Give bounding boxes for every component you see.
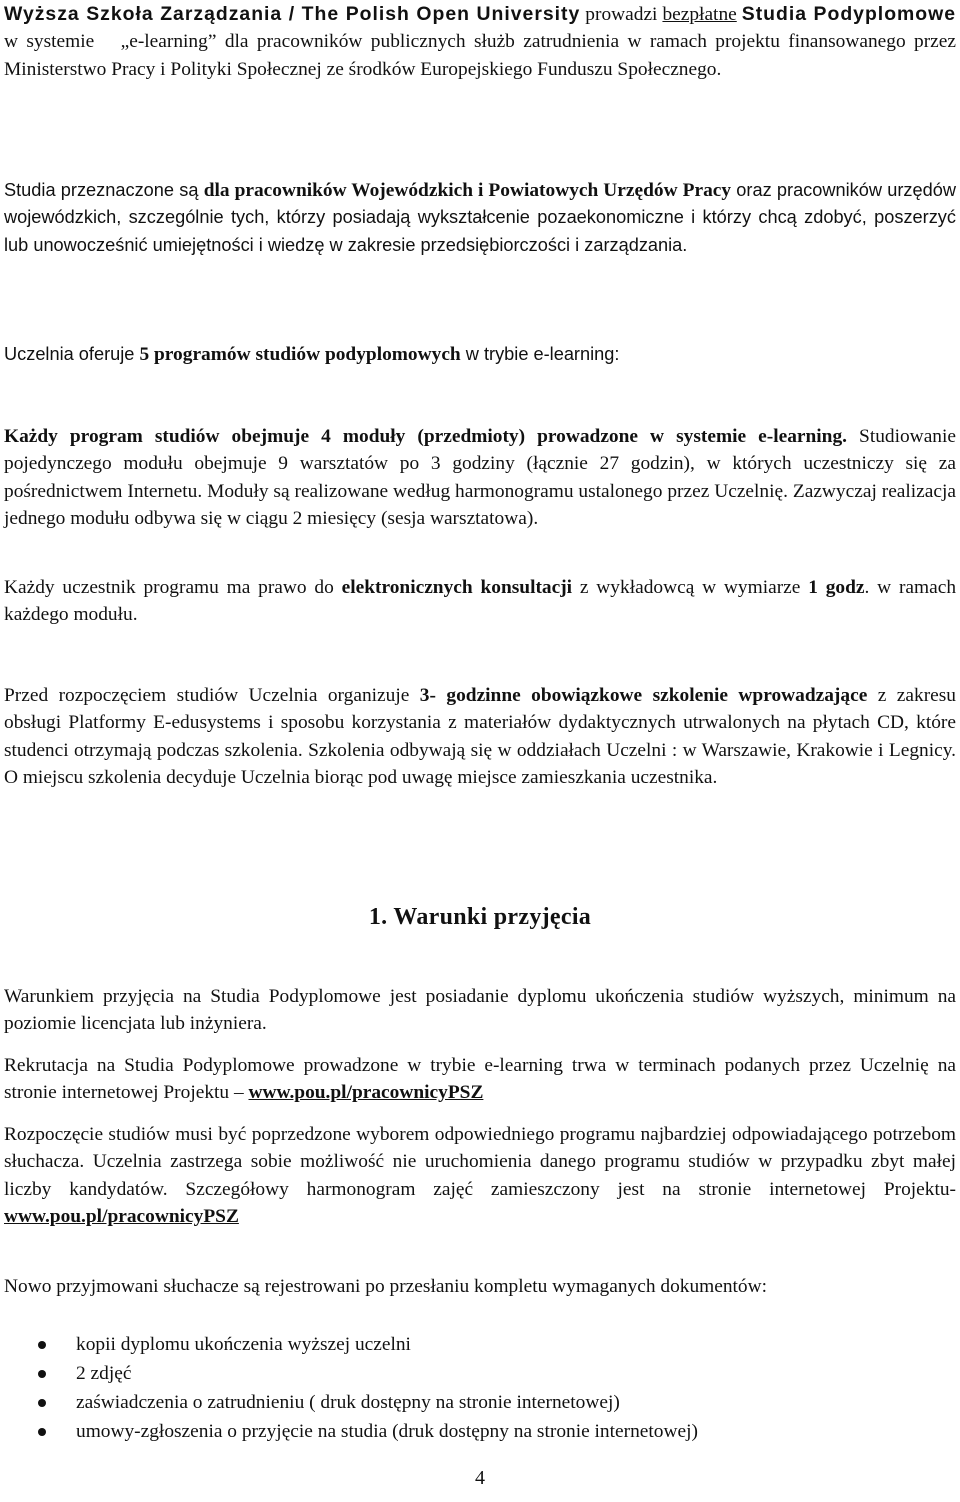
text-span: Studiowanie pojedynczego modułu obejmuje 9 warsztatów po 3 godziny (łącznie 27 godzin), w których uczestniczy się za pośrednictwem Internetu. Moduły są realizowane według harmonogramu ustalonego przez Uczelnię. Zazwyczaj realizacja jednego modułu odbywa się w ciągu 2 miesięcy (sesja warsztatowa). <box>4 426 956 529</box>
section-paragraph-3 <box>4 1121 956 1230</box>
list-item-text: zaświadczenia o zatrudnieniu ( druk dostępny na stronie internetowej) <box>76 1392 620 1413</box>
text-span: w systemie <box>4 31 103 53</box>
list-item <box>4 1388 956 1417</box>
university-name: Wyższa Szkoła Zarządzania / The Polish Open University <box>4 3 581 25</box>
list-item-text: kopii dyplomu ukończenia wyższej uczelni <box>76 1334 411 1355</box>
text-span: prowadzi <box>580 4 663 25</box>
modules-statement: Każdy program studiów obejmuje 4 moduły (przedmioty) prowadzone w systemie e-learning. <box>4 426 847 447</box>
text-span: dla pracowników publicznych służb zatrudnienia w ramach projektu finansowanego przez Ministerstwo Pracy i Polityki Społecznej ze środków Europejskiego Funduszu Społecznego. <box>4 31 957 80</box>
bullet-icon <box>38 1399 46 1407</box>
list-item <box>4 1359 956 1388</box>
section-heading: 1. Warunki przyjęcia <box>368 904 592 930</box>
program-paragraph-2 <box>4 574 956 629</box>
page-number: 4 <box>475 1467 485 1489</box>
text-span: w trybie e-learning: <box>460 344 620 364</box>
bullet-icon <box>38 1428 46 1436</box>
text-span: . w ramach każdego modułu. <box>4 577 957 626</box>
required-documents-list <box>4 1330 956 1446</box>
program-paragraph-1 <box>4 423 956 532</box>
text-span: Rozpoczęcie studiów musi być poprzedzone wyborem odpowiedniego programu najbardziej odpowiadającego potrzebom słuchacza. Uczelnia zastrzega sobie możliwość nie uruchomienia danego programu studiów w przypadku zbyt małej liczby kandydatów. Szczegółowy harmonogram zajęć zamieszczony jest na stronie internetowej Projektu- <box>4 1124 956 1200</box>
consultations-label: elektronicznych konsultacji <box>341 577 573 598</box>
text-span: Uczelnia oferuje <box>4 344 140 364</box>
intro-paragraph-3 <box>4 341 956 368</box>
text-span: z wykładowcą w wymiarze <box>572 577 809 598</box>
list-item <box>4 1330 956 1359</box>
text-span: „e-learning” <box>120 31 217 53</box>
programs-count: 5 programów studiów podyplomowych <box>139 344 461 365</box>
section-paragraph-4: Nowo przyjmowani słuchacze są rejestrowani po przesłaniu kompletu wymaganych dokumentów: <box>4 1276 768 1297</box>
project-link[interactable]: www.pou.pl/pracownicyPSZ <box>248 1082 484 1104</box>
target-audience: dla pracowników Wojewódzkich i Powiatowych Urzędów Pracy <box>203 180 732 201</box>
text-span: Rekrutacja na Studia Podyplomowe prowadzone w trybie e-learning trwa w terminach podanych przez Uczelnię na stronie internetowej Projektu – <box>4 1055 956 1104</box>
program-paragraph-3 <box>4 682 956 791</box>
section-paragraph-2 <box>4 1052 956 1107</box>
bullet-icon <box>38 1370 46 1378</box>
hours-label: 1 godz <box>808 577 865 598</box>
text-span: z zakresu obsługi Platformy E-edusystems i sposobu korzystania z materiałów dydaktycznych utrwalonych na płytach CD, które studenci otrzymają podczas szkolenia. Szkolenia odbywają się w oddziałach Uczelni : w Warszawie, Krakowie i Legnicy. O miejscu szkolenia decyduje Uczelnia biorąc pod uwagę miejsce zamieszkania uczestnika. <box>4 685 956 788</box>
section-paragraph-1: Warunkiem przyjęcia na Studia Podyplomowe jest posiadanie dyplomu ukończenia studiów wyższych, minimum na poziomie licencjata lub inżyniera. <box>4 986 956 1035</box>
bullet-icon <box>38 1341 46 1349</box>
list-item <box>4 1417 956 1446</box>
intro-paragraph-1 <box>4 1 956 83</box>
intro-paragraph-2 <box>4 177 956 259</box>
list-item-text: umowy-zgłoszenia o przyjęcie na studia (druk dostępny na stronie internetowej) <box>76 1421 698 1442</box>
text-span: Przed rozpoczęciem studiów Uczelnia organizuje <box>4 685 420 706</box>
mandatory-training: 3- godzinne obowiązkowe szkolenie wprowadzające <box>419 685 868 706</box>
free-label: bezpłatne <box>662 4 737 25</box>
studies-name: Studia Podyplomowe <box>741 3 956 25</box>
project-link-2[interactable]: www.pou.pl/pracownicyPSZ <box>4 1205 239 1227</box>
text-span: oraz pracowników urzędów wojewódzkich, szczególnie tych, którzy posiadają wykształcenie pozaekonomiczne i którzy chcą zdobyć, poszerzyć lub unowocześnić umiejętności i wiedzę w zakresie przedsiębiorczości i zarządzania. <box>4 180 956 255</box>
list-item-text: 2 zdjęć <box>76 1363 132 1384</box>
text-span: Każdy uczestnik programu ma prawo do <box>4 577 342 598</box>
text-span: Studia przeznaczone są <box>4 180 204 200</box>
